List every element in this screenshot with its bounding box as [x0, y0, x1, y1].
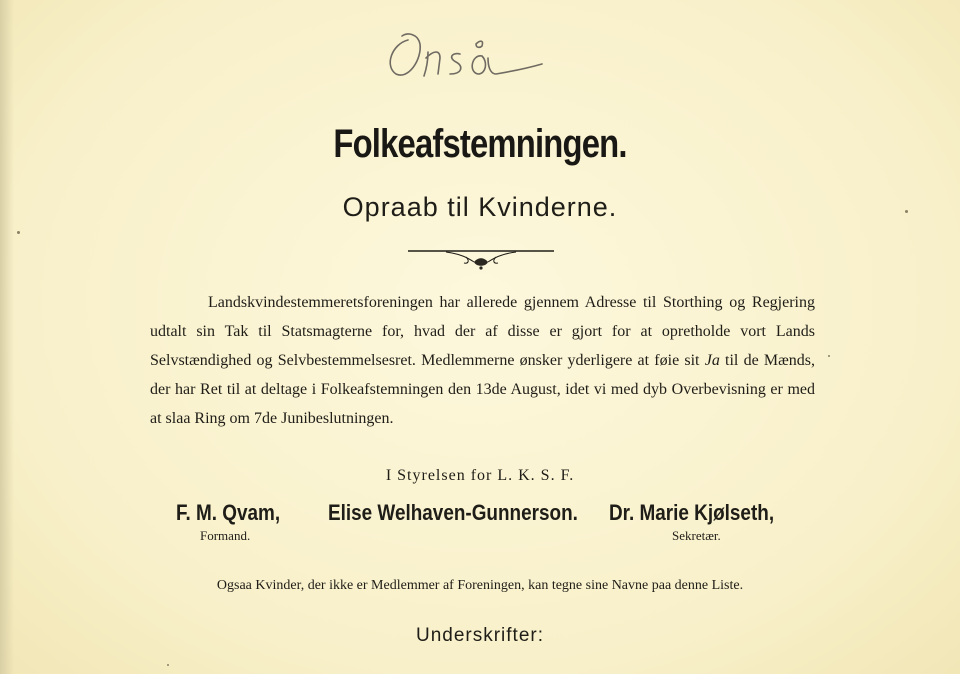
board-line: I Styrelsen for L. K. S. F. [385, 467, 575, 484]
signatures-heading: Underskrifter: [415, 625, 545, 646]
signatory-name-kjolseth: Dr. Marie Kjølseth, [609, 500, 775, 525]
signatory-role-qvam: Formand. [200, 528, 251, 543]
signatory-role-kjolseth: Sekretær. [672, 528, 721, 543]
appeal-text-part2: til de Mænds, der har Ret til at deltage i Folkeafstemningen den 13de August, idet vi med dyb Overbevisning er med at slaa Ring om 7de Junibeslutningen. [150, 352, 816, 427]
paper-speck [17, 231, 20, 234]
paper-speck [905, 210, 908, 213]
paper-speck [167, 664, 169, 666]
paper-speck [828, 355, 830, 357]
ornament-divider [406, 245, 556, 271]
document-title: Folkeafstemningen. [333, 122, 627, 166]
paper-edge-shadow [0, 0, 14, 674]
handwritten-note [378, 22, 548, 84]
appeal-text-emphasis: Ja [704, 352, 720, 369]
signatory-name-qvam: F. M. Qvam, [176, 500, 281, 525]
membership-note: Ogsaa Kvinder, der ikke er Medlemmer af Foreningen, kan tegne sine Navne paa denne Liste. [216, 578, 744, 593]
appeal-paragraph [150, 288, 815, 433]
signatory-name-welhaven: Elise Welhaven-Gunnerson. [328, 500, 578, 525]
document-subtitle: Opraab til Kvinderne. [342, 192, 618, 222]
appeal-text-part1: Landskvindestemmeretsforeningen har allerede gjennem Adresse til Storthing og Regjering udtalt sin Tak til Statsmagterne for, hvad der af disse er gjort for at opretholde vort Lands Selvstændighed og Selvbestemmelsesret. Medlemmerne ønsker yderligere at føie sit [150, 294, 815, 369]
